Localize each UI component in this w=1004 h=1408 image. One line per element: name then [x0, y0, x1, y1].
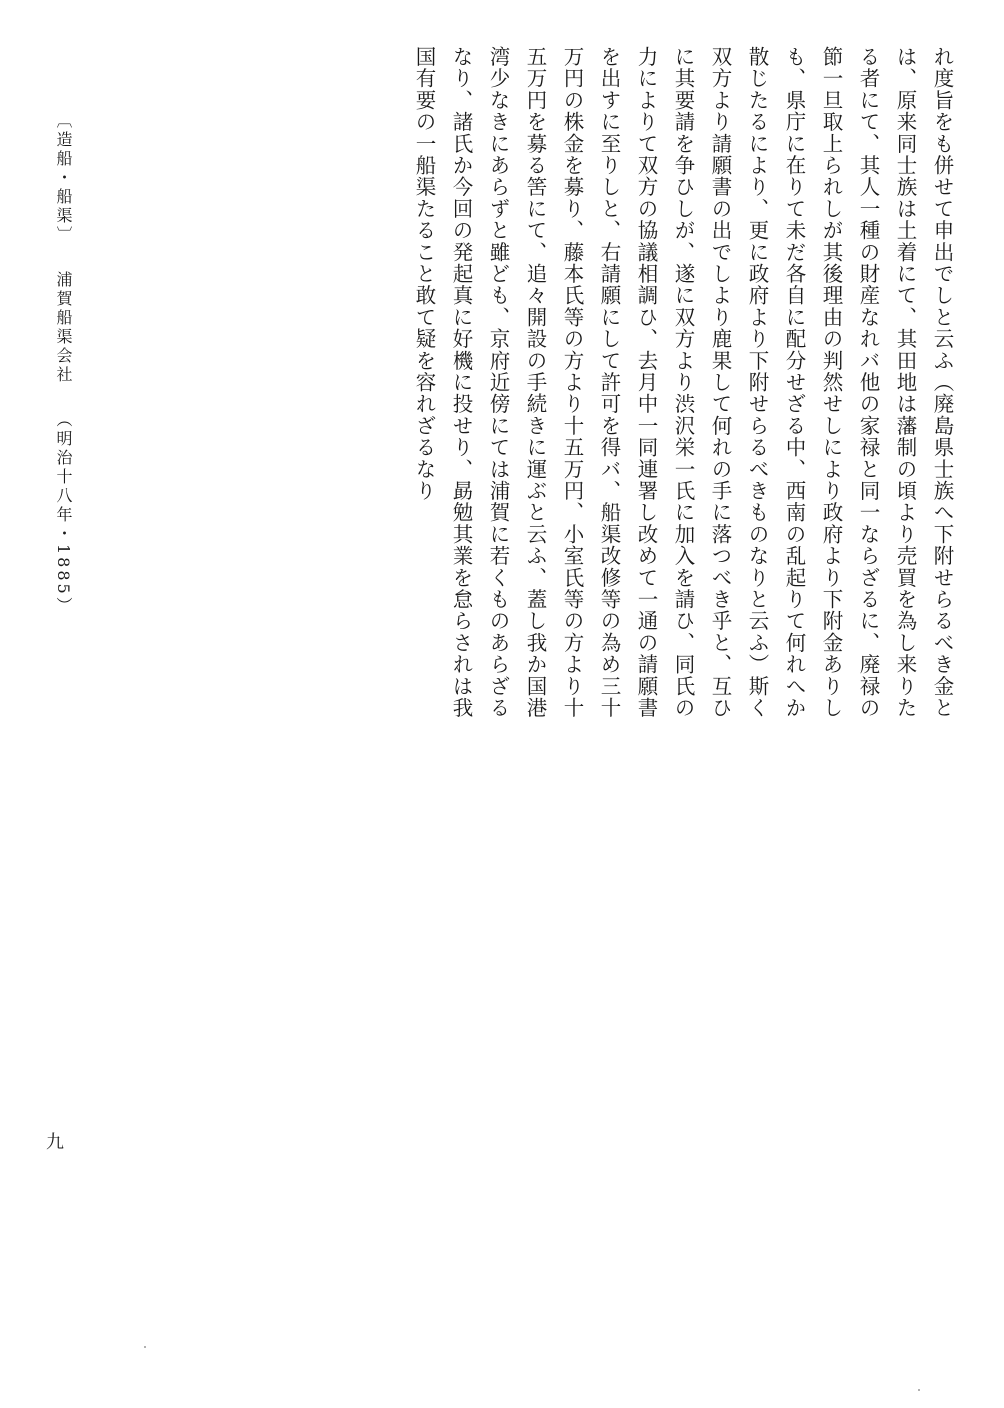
text-line: 節一旦取上られしが其後理由の判然せしにより政府より下附金ありし	[819, 46, 843, 719]
header-date: （明治十八年・1885）	[54, 411, 73, 616]
text-line: も、県庁に在りて未だ各自に配分せざる中、西南の乱起りて何れへか	[782, 46, 806, 719]
running-header	[52, 112, 74, 616]
text-line: 双方より請願書の出でしより鹿果して何れの手に落つべき乎と、互ひ	[708, 46, 732, 719]
text-line: 五万円を募る筈にて、追々開設の手続きに運ぶと云ふ、蓋し我か国港	[523, 46, 547, 719]
header-section: 〔造船・船渠〕	[54, 112, 73, 245]
text-line: なり、諸氏か今回の発起真に好機に投せり、勗勉其業を怠らされは我	[449, 46, 473, 719]
text-line: 国有要の一船渠たること敢て疑を容れざるなり	[412, 46, 436, 502]
text-line: 湾少なきにあらずと雖ども、京府近傍にては浦賀に若くものあらざる	[486, 46, 510, 719]
scan-speck	[918, 1389, 920, 1391]
text-line: 力によりて双方の協議相調ひ、去月中一同連署し改めて一通の請願書	[634, 46, 658, 719]
header-company: 浦賀船渠会社	[54, 271, 73, 385]
text-line: れ度旨をも併せて申出でしと云ふ（廃島県士族へ下附せらるべき金と	[930, 46, 954, 719]
text-line: は、原来同士族は土着にて、其田地は藩制の頃より売買を為し来りた	[893, 46, 917, 719]
page-number: 九	[46, 1132, 64, 1153]
text-line: る者にて、其人一種の財産なれバ他の家禄と同一ならざるに、廃禄の	[856, 46, 880, 719]
text-line: 散じたるにより、更に政府より下附せらるべきものなりと云ふ）斯く	[745, 46, 769, 719]
text-line: 万円の株金を募り、藤本氏等の方より十五万円、小室氏等の方より十	[560, 46, 584, 719]
scan-speck	[144, 1346, 146, 1348]
body-text	[405, 46, 960, 719]
text-line: に其要請を争ひしが、遂に双方より渋沢栄一氏に加入を請ひ、同氏の	[671, 46, 695, 719]
text-line: を出すに至りしと、右請願にして許可を得バ、船渠改修等の為め三十	[597, 46, 621, 719]
